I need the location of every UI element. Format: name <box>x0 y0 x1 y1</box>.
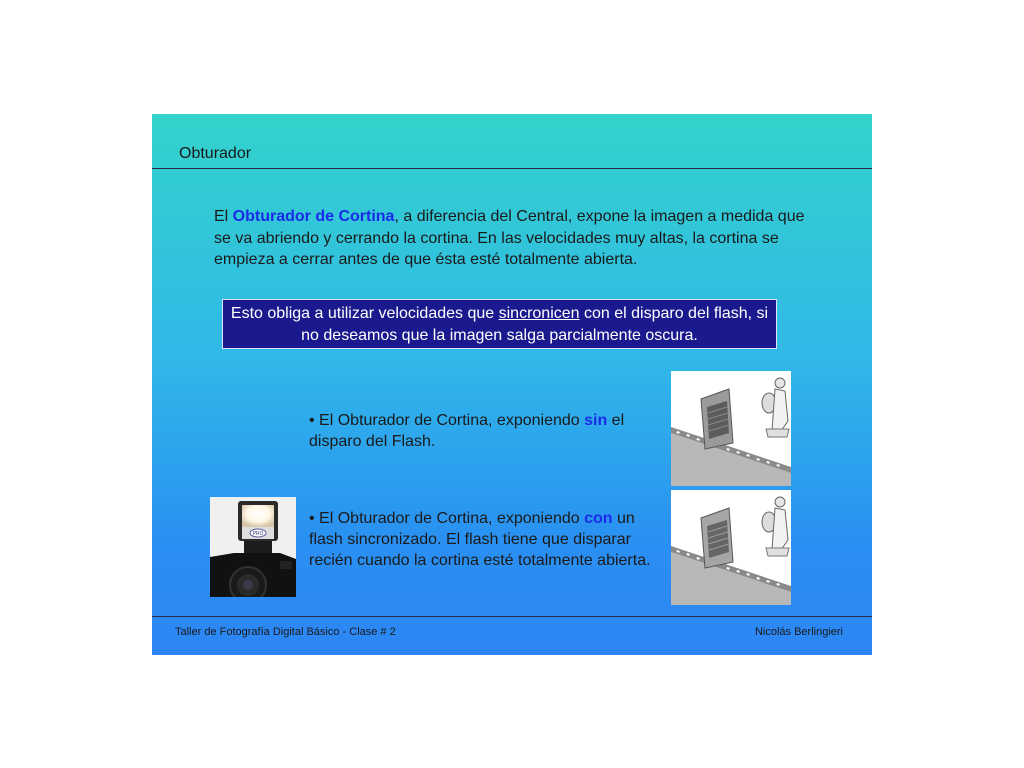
bullet1-keyword: sin <box>584 412 608 429</box>
shutter-illustration-with-flash <box>671 490 791 605</box>
intro-keyword: Obturador de Cortina <box>232 208 395 225</box>
footer-divider <box>152 616 872 617</box>
bullet1-prefix: • El Obturador de Cortina, exponiendo <box>309 412 585 429</box>
footer-course-title: Taller de Fotografía Digital Básico - Clase # 2 <box>175 626 396 638</box>
bullet1-rest: el disparo del Flash. <box>309 412 625 450</box>
intro-prefix: El <box>214 208 233 225</box>
bullet-with-flash <box>309 508 659 571</box>
intro-rest: , a diferencia del Central, expone la imagen a medida que se va abriendo y cerrando la cortina. En las velocidades muy altas, la cortina se empieza a cerrar antes de que ésta esté totalmente abierta. <box>214 208 805 268</box>
title-divider <box>152 168 872 169</box>
bullet2-rest: un flash sincronizado. El flash tiene que disparar recién cuando la cortina esté totalmente abierta. <box>309 510 651 569</box>
bullet2-prefix: • El Obturador de Cortina, exponiendo <box>309 510 585 527</box>
shutter-with-flash-image <box>671 490 791 605</box>
camera-flash-photo <box>210 497 296 597</box>
camera-flash-image <box>210 497 296 597</box>
slide <box>152 114 872 655</box>
flash-brand-label: PRO <box>252 531 264 537</box>
footer-author: Nicolás Berlingieri <box>754 626 843 638</box>
bullet-without-flash <box>309 410 659 452</box>
bullet2-keyword: con <box>584 510 613 527</box>
shutter-illustration-no-flash <box>671 371 791 486</box>
intro-paragraph <box>214 206 814 271</box>
shutter-no-flash-image <box>671 371 791 486</box>
highlight-after: con el disparo del flash, si no deseamos que la imagen salga parcialmente oscura. <box>301 305 769 344</box>
highlight-before: Esto obliga a utilizar velocidades que <box>230 305 499 322</box>
highlight-underlined: sincronicen <box>498 305 580 322</box>
slide-title: Obturador <box>179 145 252 162</box>
highlight-box <box>222 299 777 349</box>
